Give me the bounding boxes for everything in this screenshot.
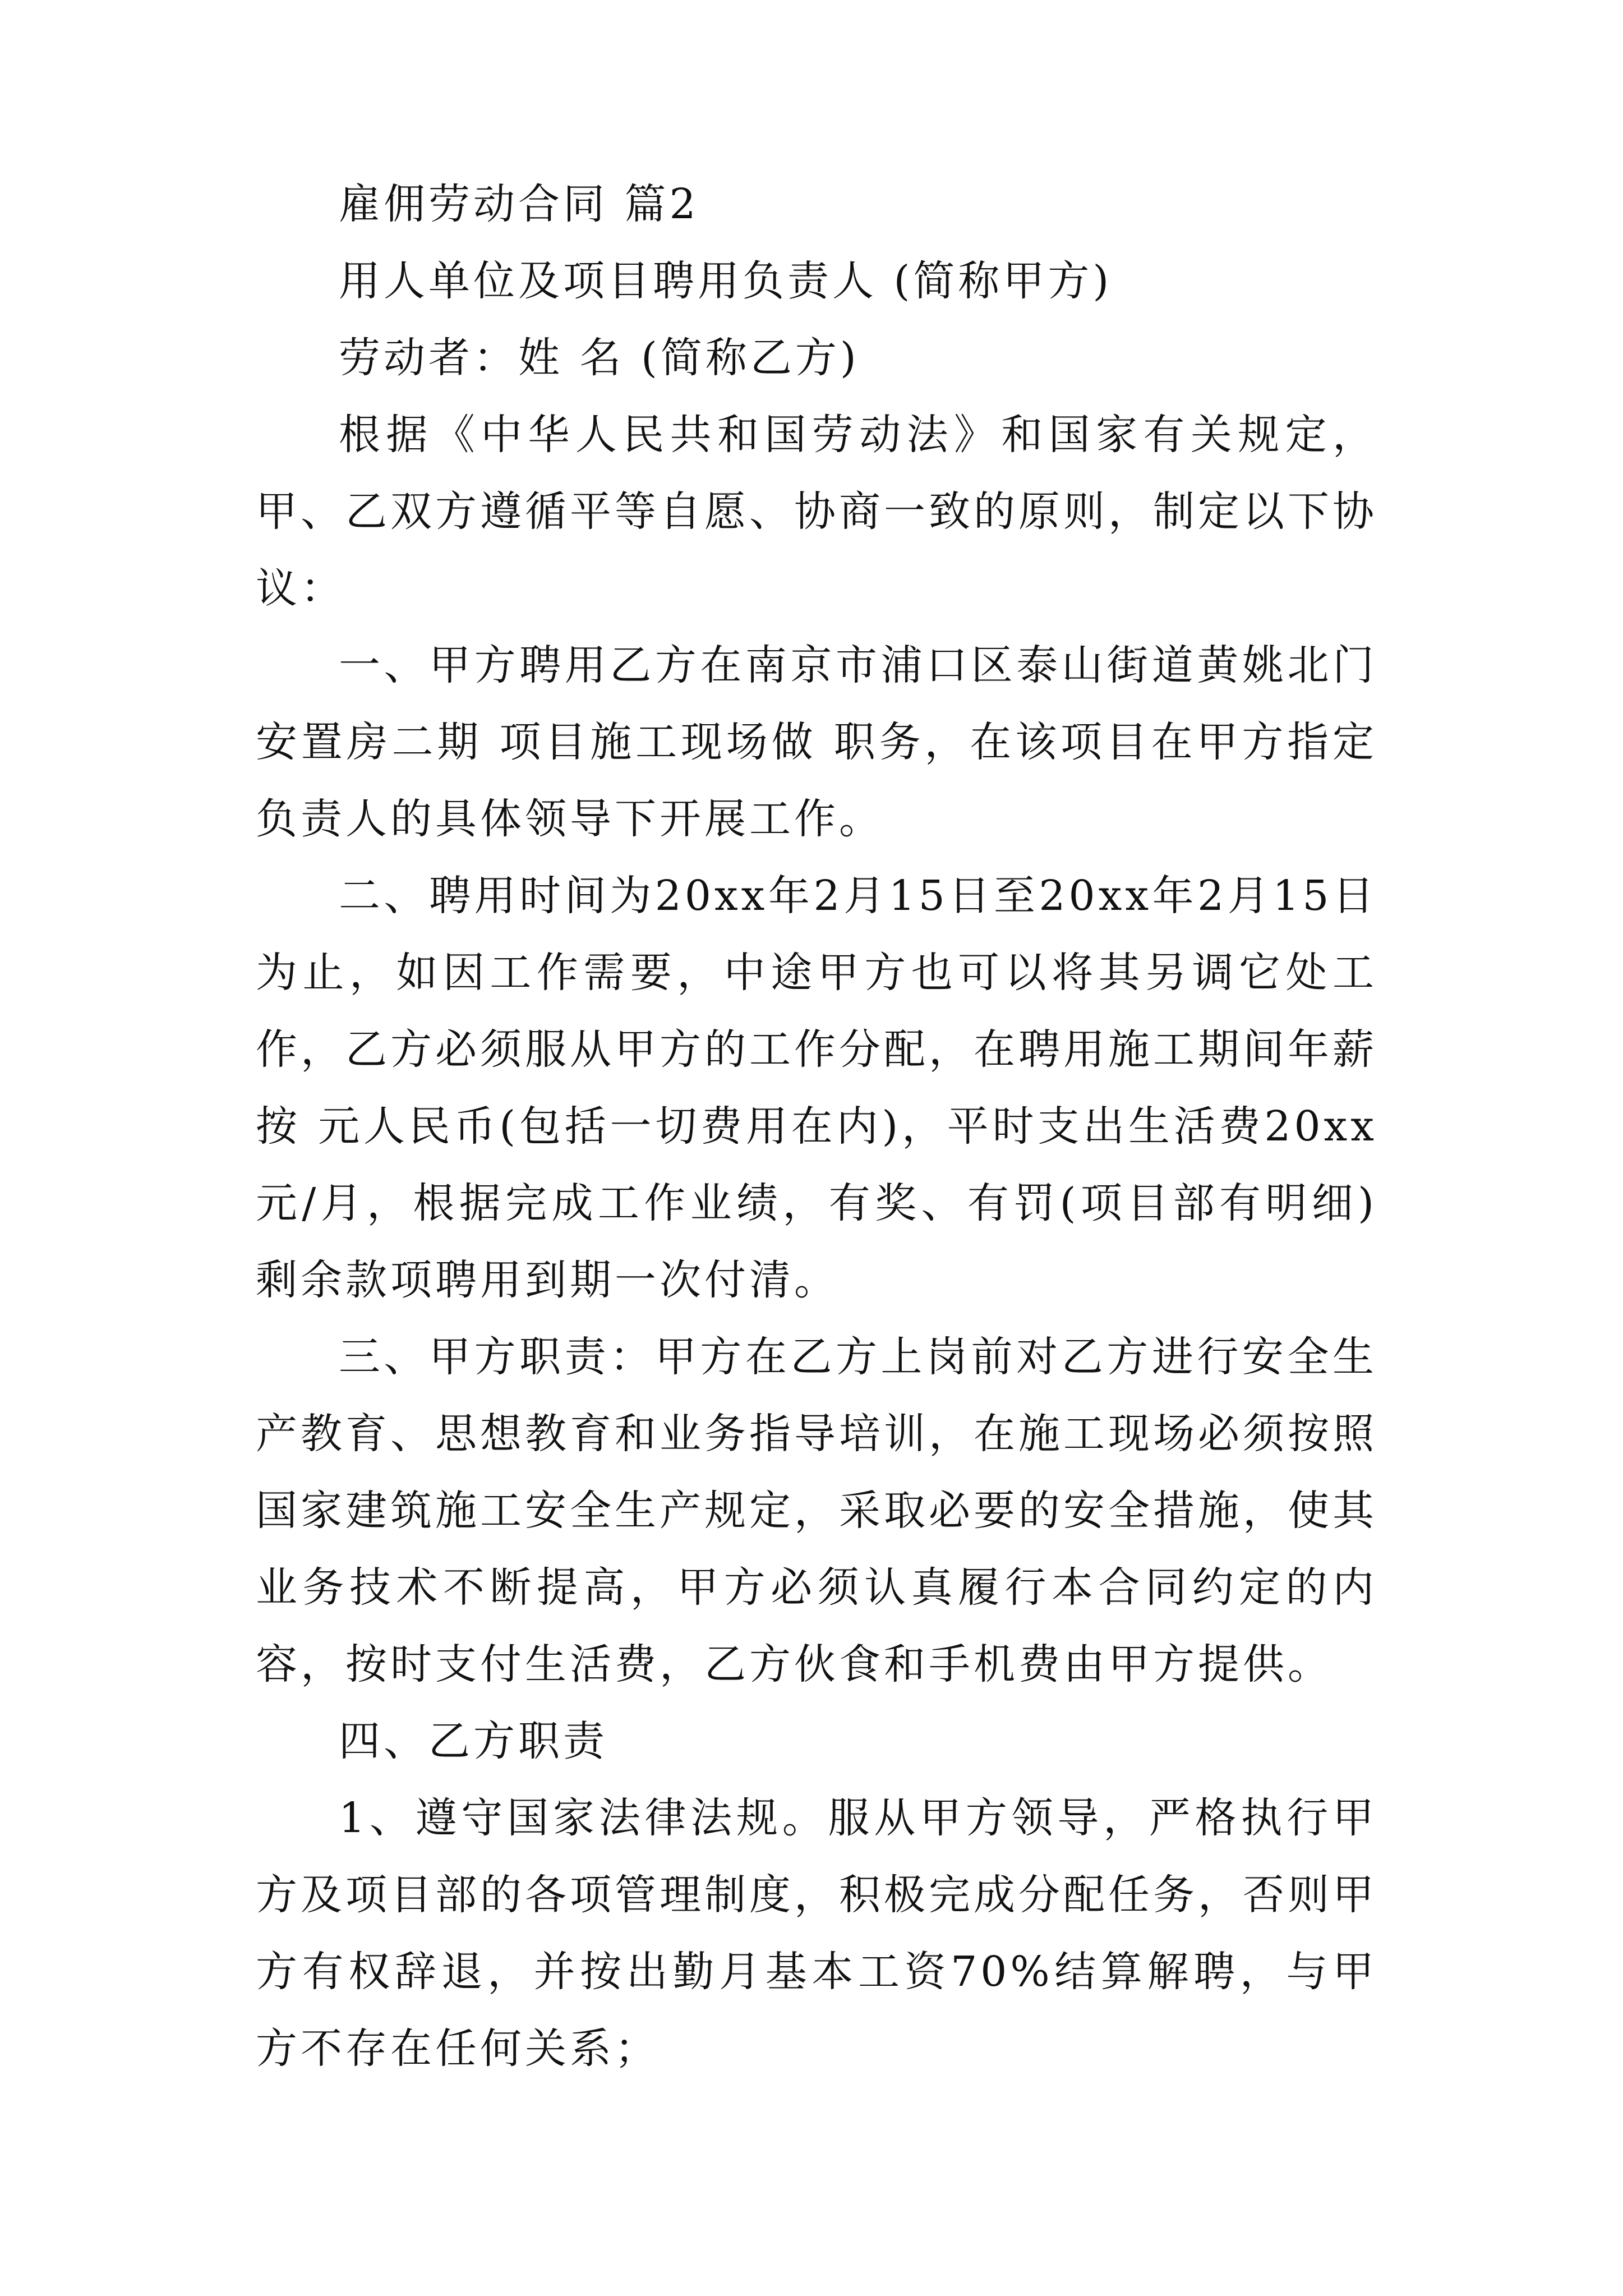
party-a-line: 用人单位及项目聘用负责人 (简称甲方) bbox=[339, 257, 1113, 305]
preamble-paragraph: 根据《中华人民共和国劳动法》和国家有关规定，甲、乙双方遵循平等自愿、协商一致的原则，制定以下协议： bbox=[256, 411, 1377, 613]
party-b-line: 劳动者：姓 名 (简称乙方) bbox=[339, 334, 860, 382]
clause-4-heading: 四、乙方职责 bbox=[339, 1717, 608, 1765]
clause-1-paragraph: 一、甲方聘用乙方在南京市浦口区泰山街道黄姚北门安置房二期 项目施工现场做 职务，在该项目在甲方指定负责人的具体领导下开展工作。 bbox=[256, 641, 1377, 843]
clause-2-paragraph: 二、聘用时间为20xx年2月15日至20xx年2月15日为止，如因工作需要，中途甲方也可以将其另调它处工作，乙方必须服从甲方的工作分配，在聘用施工期间年薪按 元人民币(包括一切费用在内)，平时支出生活费20xx元/月，根据完成工作业绩，有奖、有罚(项目部有明细)剩余款项聘用到期一次付清。 bbox=[256, 872, 1377, 1304]
clause-3-paragraph: 三、甲方职责：甲方在乙方上岗前对乙方进行安全生产教育、思想教育和业务指导培训，在施工现场必须按照国家建筑施工安全生产规定，采取必要的安全措施，使其业务技术不断提高，甲方必须认真履行本合同约定的内容，按时支付生活费，乙方伙食和手机费由甲方提供。 bbox=[256, 1333, 1377, 1688]
document-body bbox=[256, 166, 1377, 2087]
clause-4-item-1-paragraph: 1、遵守国家法律法规。服从甲方领导，严格执行甲方及项目部的各项管理制度，积极完成分配任务，否则甲方有权辞退，并按出勤月基本工资70%结算解聘，与甲方不存在任何关系； bbox=[256, 1794, 1377, 2073]
document-heading: 雇佣劳动合同 篇2 bbox=[339, 180, 699, 228]
